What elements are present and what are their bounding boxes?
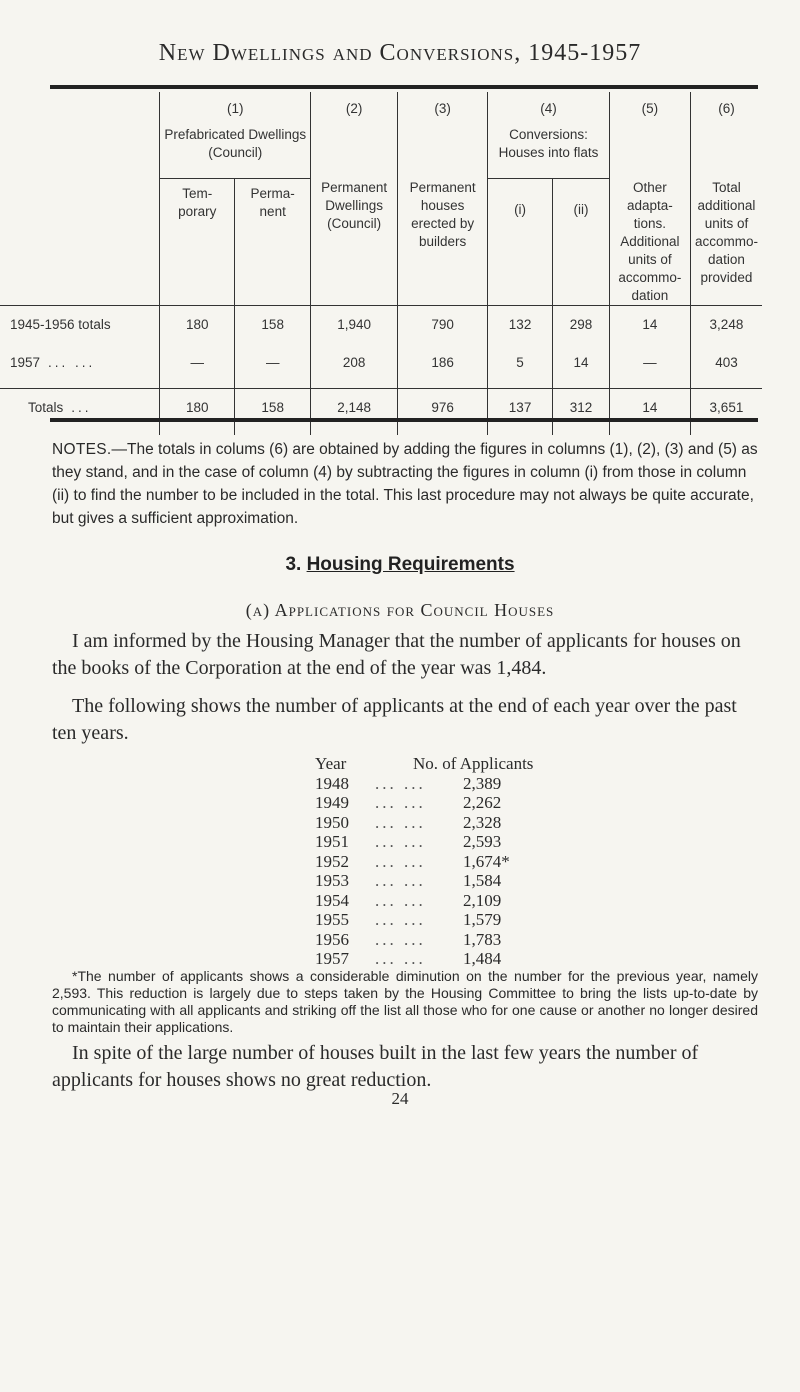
cell: 14 xyxy=(553,346,610,389)
applicants-table xyxy=(315,754,603,969)
table-row: 1956 ... ... 1,783 xyxy=(315,930,603,950)
table-row: 1952 ... ... 1,674* xyxy=(315,852,603,872)
table-top-rule xyxy=(50,85,758,89)
cell: 158 xyxy=(235,388,311,435)
page-title: New Dwellings and Conversions, 1945-1957 xyxy=(158,40,642,66)
col4-sub-ii: (ii) xyxy=(553,179,610,306)
table-row: 1948 ... ... 2,389 xyxy=(315,774,603,794)
year: 1948 xyxy=(315,773,349,793)
table-row: 1953 ... ... 1,584 xyxy=(315,871,603,891)
section-heading xyxy=(0,554,800,576)
year: 1957 xyxy=(315,949,349,968)
col5-number: (5) xyxy=(609,92,690,179)
cell: — xyxy=(609,346,690,389)
col4-number: (4) xyxy=(488,92,610,126)
cell: 976 xyxy=(398,388,488,435)
col1-title: Prefabricated Dwellings (Council) xyxy=(160,126,311,179)
count: 2,328 xyxy=(463,812,502,832)
footnote: *The number of applicants shows a considerable diminution on the number for the previous year, namely 2,593. This reduction is largely due to steps taken by the Housing Committee to bring the lists up-to-date by communicating with all applicants and striking off the list all those who for one cause or another no longer desired to maintain their applications. xyxy=(52,968,758,1035)
col3-number: (3) xyxy=(398,92,488,179)
count: 1,783 xyxy=(463,929,502,949)
cell: 790 xyxy=(398,305,488,346)
col6-title: Total additional units of accommo-dation provided xyxy=(690,179,762,306)
table-row: 1949 ... ... 2,262 xyxy=(315,793,603,813)
count: 2,262 xyxy=(463,793,502,812)
year: 1952 xyxy=(315,851,349,871)
table-bottom-rule xyxy=(50,418,758,422)
count: 1,484 xyxy=(463,949,502,968)
cell: 312 xyxy=(553,388,610,435)
cell: 5 xyxy=(488,346,553,389)
row-label: 1957 ... ... xyxy=(10,354,96,370)
totals-row xyxy=(0,388,762,435)
count: 2,593 xyxy=(463,832,502,851)
cell: 137 xyxy=(488,388,553,435)
cell: 403 xyxy=(690,346,762,389)
count-header: No. of Applicants xyxy=(413,754,534,773)
applicants-header xyxy=(315,754,603,774)
cell: 158 xyxy=(235,305,311,346)
cell: 3,248 xyxy=(690,305,762,346)
col3-title: Permanent houses erected by builders xyxy=(398,179,488,306)
cell: 132 xyxy=(488,305,553,346)
paragraph-intro-list: The following shows the number of applicants at the end of each year over the past ten years. xyxy=(52,695,737,744)
col1-sub-permanent: Perma-nent xyxy=(235,179,311,306)
count: 1,579 xyxy=(463,910,502,929)
count: 1,584 xyxy=(463,871,502,890)
year: 1951 xyxy=(315,832,349,851)
notes-label: NOTES. xyxy=(52,441,112,458)
table-row: 1957 ... ... 1,484 xyxy=(315,949,603,969)
cell: 3,651 xyxy=(690,388,762,435)
year: 1950 xyxy=(315,812,349,832)
cell: 1,940 xyxy=(311,305,398,346)
col4-sub-i: (i) xyxy=(488,179,553,306)
count: 2,109 xyxy=(463,890,502,910)
year-header: Year xyxy=(315,754,347,773)
cell: 186 xyxy=(398,346,488,389)
table-row: 1955 ... ... 1,579 xyxy=(315,910,603,930)
notes-text: —The totals in colums (6) are obtained by adding the figures in columns (1), (2), (3) and (5) as they stand, and in the case of column (4) by subtracting the figures in column (i) from those in column (ii) to find the number to be included in the total. This last procedure may not always be quite accurate, but gives a sufficient approximation. xyxy=(52,441,758,527)
cell: 14 xyxy=(609,305,690,346)
cell: 180 xyxy=(160,388,235,435)
year: 1956 xyxy=(315,929,349,949)
cell: — xyxy=(235,346,311,389)
row-label: Totals ... xyxy=(0,388,160,435)
col6-number: (6) xyxy=(690,92,762,179)
dwellings-table xyxy=(0,92,762,435)
table-row xyxy=(0,346,762,389)
cell: 2,148 xyxy=(311,388,398,435)
year: 1949 xyxy=(315,793,349,812)
cell: 14 xyxy=(609,388,690,435)
paragraph-applicants-total: I am informed by the Housing Manager that the number of applicants for houses on the books of the Corporation at the end of the year was 1,484. xyxy=(52,630,741,679)
count: 2,389 xyxy=(463,773,502,793)
col1-number: (1) xyxy=(160,92,311,126)
cell: 180 xyxy=(160,305,235,346)
col2-number: (2) xyxy=(311,92,398,179)
section-number: 3. xyxy=(285,554,302,575)
cell: 298 xyxy=(553,305,610,346)
notes-paragraph xyxy=(52,438,758,530)
year: 1954 xyxy=(315,890,349,910)
col1-sub-temporary: Tem-porary xyxy=(160,179,235,306)
col5-title: Other adapta-tions. Additional units of accommo-dation xyxy=(609,179,690,306)
col4-title: Conversions: Houses into flats xyxy=(488,126,610,179)
sub-heading: (a) Applications for Council Houses xyxy=(245,600,555,620)
table-row: 1951 ... ... 2,593 xyxy=(315,832,603,852)
cell: — xyxy=(160,346,235,389)
col2-title: Permanent Dwellings (Council) xyxy=(311,179,398,306)
table-row: 1954 ... ... 2,109 xyxy=(315,891,603,911)
page-number: 24 xyxy=(391,1089,409,1108)
row-label: 1945-1956 totals xyxy=(10,316,111,332)
table-row xyxy=(0,305,762,346)
section-title: Housing Requirements xyxy=(306,554,515,575)
year: 1955 xyxy=(315,910,349,929)
year: 1953 xyxy=(315,871,349,890)
closing-paragraph: In spite of the large number of houses built in the last few years the number of applicants for houses shows no great reduction. xyxy=(52,1042,699,1091)
cell: 208 xyxy=(311,346,398,389)
count: 1,674* xyxy=(463,851,510,871)
table-row: 1950 ... ... 2,328 xyxy=(315,813,603,833)
